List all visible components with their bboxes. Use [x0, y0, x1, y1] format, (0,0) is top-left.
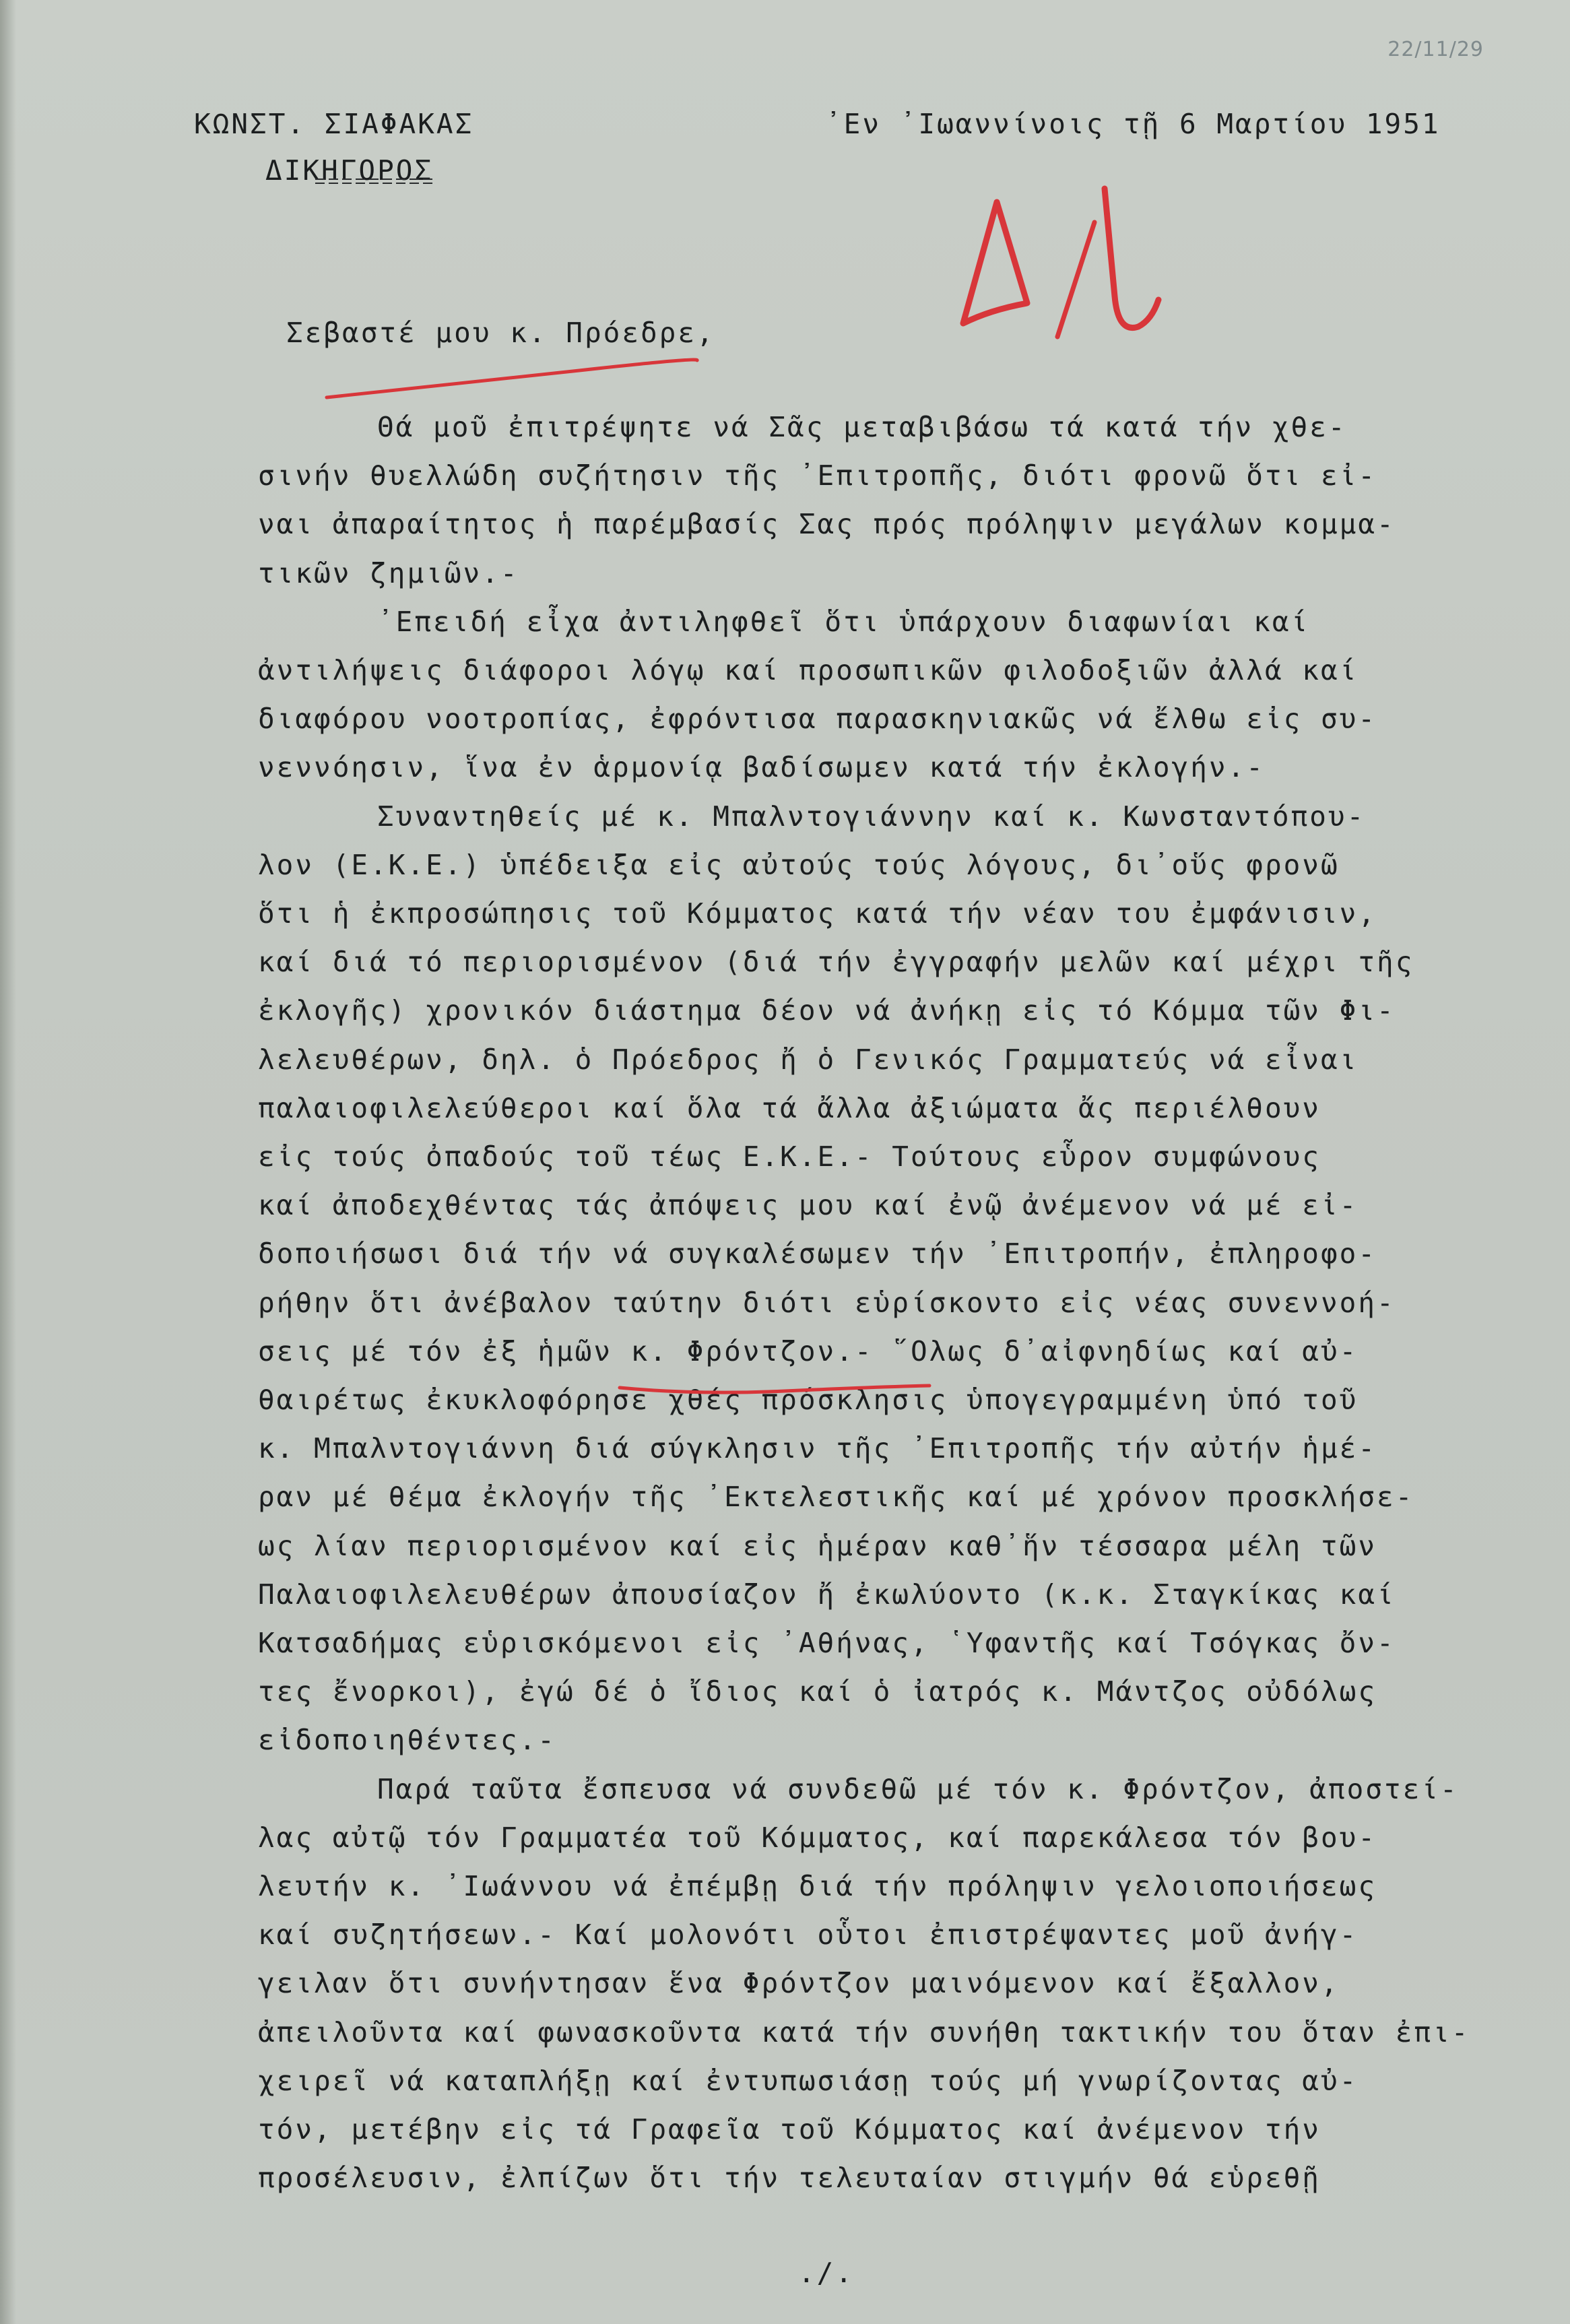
- name-red-underline: [616, 1378, 933, 1398]
- letter-line: ὅτι ἡ ἐκπροσώπησις τοῦ Κόμματος κατά τήν νέαν του ἐμφάνισιν,: [258, 897, 1377, 930]
- letter-line: εἰς τούς ὀπαδούς τοῦ τέως Ε.Κ.Ε.- Τούτους εὗρον συμφώνους: [258, 1140, 1321, 1173]
- letter-line: θαιρέτως ἐκυκλοφόρησε χθές πρόσκλησις ὑπογεγραμμένη ὑπό τοῦ: [258, 1384, 1359, 1416]
- letter-line: λον (Ε.Κ.Ε.) ὑπέδειξα εἰς αὐτούς τούς λόγους, δι᾿οὕς φρονῶ: [258, 849, 1340, 881]
- continuation-mark: ./.: [798, 2257, 855, 2289]
- letter-line: ραν μέ θέμα ἐκλογήν τῆς ᾿Εκτελεστικῆς καί μέ χρόνον προσκλήσε-: [258, 1481, 1414, 1513]
- salutation-red-stroke: [323, 357, 700, 404]
- letter-line: τικῶν ζημιῶν.-: [258, 557, 519, 589]
- title-underline: [315, 176, 436, 186]
- letter-line: κ. Μπαλντογιάννη διά σύγκλησιν τῆς ᾿Επιτροπῆς τήν αὐτήν ἡμέ-: [258, 1432, 1377, 1464]
- letter-line: λελευθέρων, δηλ. ὁ Πρόεδρος ἤ ὁ Γενικός Γραμματεύς νά εἶναι: [258, 1043, 1359, 1076]
- letter-line: προσέλευσιν, ἐλπίζων ὅτι τήν τελευταίαν στιγμήν θά εὑρεθῇ: [258, 2162, 1321, 2194]
- letter-line: ναι ἀπαραίτητος ἡ παρέμβασίς Σας πρός πρόληψιν μεγάλων κομμα-: [258, 508, 1396, 540]
- letter-line: Συναντηθείς μέ κ. Μπαλντογιάννην καί κ. Κωνσταντόπου-: [377, 800, 1366, 833]
- handwritten-red-mark: [950, 182, 1172, 357]
- letter-line: Θά μοῦ ἐπιτρέψητε νά Σᾶς μεταβιβάσω τά κατά τήν χθε-: [377, 411, 1347, 443]
- letter-line: νεννόησιν, ἵνα ἐν ἁρμονίᾳ βαδίσωμεν κατά τήν ἐκλογήν.-: [258, 751, 1265, 783]
- letter-line: γειλαν ὅτι συνήντησαν ἕνα Φρόντζον μαινόμενον καί ἔξαλλον,: [258, 1967, 1340, 1999]
- letter-line: χειρεῖ νά καταπλήξῃ καί ἐντυπωσιάσῃ τούς μή γνωρίζοντας αὐ-: [258, 2065, 1359, 2097]
- letter-line: σινήν θυελλώδη συζήτησιν τῆς ᾿Επιτροπῆς, διότι φρονῶ ὅτι εἰ-: [258, 459, 1377, 492]
- letter-line: δοποιήσωσι διά τήν νά συγκαλέσωμεν τήν ᾿Επιτροπήν, ἐπληροφο-: [258, 1237, 1377, 1270]
- letter-line: λευτήν κ. ᾿Ιωάννου νά ἐπέμβῃ διά τήν πρόληψιν γελοιοποιήσεως: [258, 1870, 1377, 1902]
- letter-line: σεις μέ τόν ἐξ ἡμῶν κ. Φρόντζον.- ῞Ολως δ᾿αἰφνηδίως καί αὐ-: [258, 1335, 1359, 1367]
- letter-line: ἐκλογῆς) χρονικόν διάστημα δέον νά ἀνήκῃ εἰς τό Κόμμα τῶν Φι-: [258, 994, 1396, 1027]
- letter-line: εἰδοποιηθέντες.-: [258, 1724, 556, 1756]
- archive-reference: 22/11/29: [1387, 38, 1484, 61]
- letter-line: καί διά τό περιορισμένον (διά τήν ἐγγραφήν μελῶν καί μέχρι τῆς: [258, 946, 1414, 978]
- letter-line: ως λίαν περιορισμένον καί εἰς ἡμέραν καθ᾿ἥν τέσσαρα μέλη τῶν: [258, 1530, 1377, 1562]
- place-and-date: ᾿Εν ᾿Ιωαννίνοις τῇ 6 Μαρτίου 1951: [825, 108, 1441, 140]
- sender-title: ΔΙΚΗΓΟΡΟΣ: [265, 154, 434, 187]
- letter-line: Παρά ταῦτα ἔσπευσα νά συνδεθῶ μέ τόν κ. Φρόντζον, ἀποστεί-: [377, 1773, 1459, 1805]
- sender-name: ΚΩΝΣΤ. ΣΙΑΦΑΚΑΣ: [194, 108, 474, 140]
- letter-line: ρήθην ὅτι ἀνέβαλον ταύτην διότι εὑρίσκοντο εἰς νέας συνεννοή-: [258, 1287, 1396, 1319]
- letter-line: τόν, μετέβην εἰς τά Γραφεῖα τοῦ Κόμματος καί ἀνέμενον τήν: [258, 2113, 1321, 2145]
- letter-line: λας αὐτῷ τόν Γραμματέα τοῦ Κόμματος, καί παρεκάλεσα τόν βου-: [258, 1821, 1377, 1854]
- letter-line: Παλαιοφιλελευθέρων ἀπουσίαζον ἤ ἐκωλύοντο (κ.κ. Σταγκίκας καί: [258, 1578, 1396, 1611]
- letter-line: ἀπειλοῦντα καί φωνασκοῦντα κατά τήν συνήθη τακτικήν του ὅταν ἐπι-: [258, 2016, 1470, 2048]
- letter-line: καί ἀποδεχθέντας τάς ἀπόψεις μου καί ἐνῷ ἀνέμενον νά μέ εἰ-: [258, 1189, 1359, 1221]
- letter-line: ᾿Επειδή εἶχα ἀντιληφθεῖ ὅτι ὑπάρχουν διαφωνίαι καί: [377, 606, 1310, 638]
- salutation: Σεβαστέ μου κ. Πρόεδρε,: [286, 317, 715, 349]
- letter-line: καί συζητήσεων.- Καί μολονότι οὗτοι ἐπιστρέψαντες μοῦ ἀνήγ-: [258, 1918, 1359, 1951]
- letter-line: παλαιοφιλελεύθεροι καί ὅλα τά ἄλλα ἀξιώματα ἄς περιέλθουν: [258, 1092, 1321, 1124]
- letter-line: ἀντιλήψεις διάφοροι λόγῳ καί προσωπικῶν φιλοδοξιῶν ἀλλά καί: [258, 654, 1359, 686]
- letter-line: τες ἔνορκοι), ἐγώ δέ ὁ ἴδιος καί ὁ ἰατρός κ. Μάντζος οὐδόλως: [258, 1675, 1377, 1708]
- letter-line: Κατσαδήμας εὑρισκόμενοι εἰς ᾿Αθήνας, ῾Υφαντῆς καί Τσόγκας ὄν-: [258, 1627, 1396, 1659]
- letter-line: διαφόρου νοοτροπίας, ἐφρόντισα παρασκηνιακῶς νά ἔλθω εἰς συ-: [258, 703, 1377, 735]
